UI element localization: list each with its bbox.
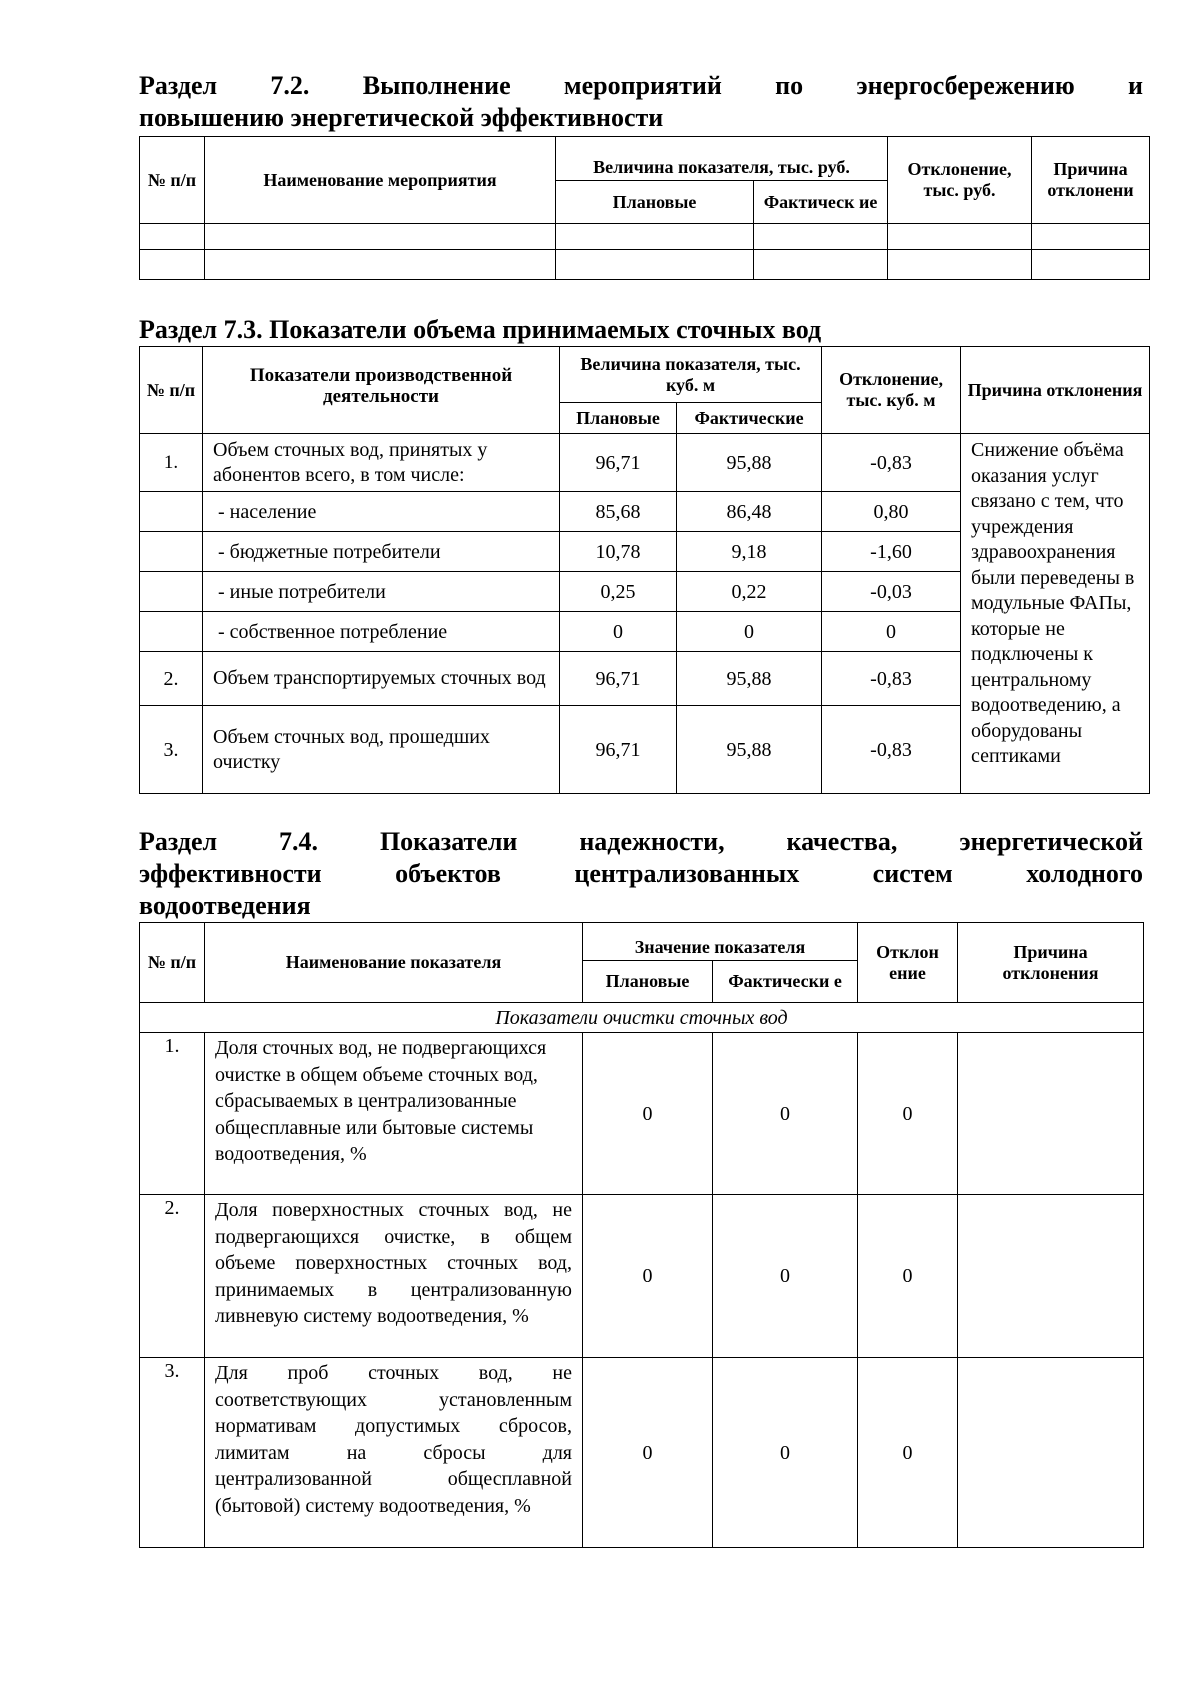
row-plan: 96,71	[560, 706, 677, 794]
row-plan: 0	[583, 1358, 713, 1548]
table-row	[140, 1033, 1144, 1195]
section-7-3-title: Раздел 7.3. Показатели объема принимаемых сточных вод	[139, 315, 822, 344]
col-header-fact: Фактические	[677, 403, 822, 434]
section-7-2-title-line1: Раздел 7.2. Выполнение мероприятий по энергосбережению и	[139, 71, 1143, 100]
group-row	[140, 1003, 1144, 1033]
table-7-3	[139, 346, 1150, 794]
col-header-num: № п/п	[140, 347, 203, 434]
col-header-value: Величина показателя, тыс. руб.	[556, 137, 888, 181]
table-row	[140, 434, 1150, 492]
reason-text: Снижение объёма оказания услуг связано с тем, что учреждения здравоохранения были переведены в модульные ФАПы, которые не подключены к центральному водоотведению, а оборудованы септиками	[961, 434, 1150, 794]
row-plan: 0,25	[560, 572, 677, 612]
section-7-2-title-line2: повышению энергетической эффективности	[139, 103, 664, 132]
row-fact: 0	[713, 1033, 858, 1195]
row-deviation: -0,03	[822, 572, 961, 612]
col-header-reason: Причина отклонени	[1032, 137, 1150, 224]
section-7-4-title-line1: Раздел 7.4. Показатели надежности, качества, энергетической	[139, 827, 1143, 856]
group-label: Показатели очистки сточных вод	[140, 1003, 1144, 1033]
table-row	[140, 1195, 1144, 1358]
row-fact: 0	[713, 1195, 858, 1358]
row-name: Объем сточных вод, принятых у абонентов всего, в том числе:	[203, 434, 560, 492]
section-7-2-title	[139, 70, 1143, 134]
row-deviation: 0	[858, 1358, 958, 1548]
col-header-value: Величина показателя, тыс. куб. м	[560, 347, 822, 403]
col-header-deviation: Отклонение, тыс. руб.	[888, 137, 1032, 224]
table-7-2	[139, 136, 1150, 280]
row-num: 3.	[140, 1358, 205, 1548]
section-7-4-title-line3: водоотведения	[139, 891, 311, 920]
row-name: - население	[203, 492, 560, 532]
row-fact: 95,88	[677, 652, 822, 706]
col-header-plan: Плановые	[556, 181, 754, 224]
row-deviation: 0,80	[822, 492, 961, 532]
col-header-num: № п/п	[140, 137, 205, 224]
col-header-deviation: Отклон ение	[858, 923, 958, 1003]
row-plan: 0	[560, 612, 677, 652]
row-fact: 0	[677, 612, 822, 652]
table-row	[140, 250, 1150, 280]
section-7-4-title-line2: эффективности объектов централизованных систем холодного	[139, 859, 1143, 888]
row-name: - собственное потребление	[203, 612, 560, 652]
row-deviation: -0,83	[822, 434, 961, 492]
row-name: - бюджетные потребители	[203, 532, 560, 572]
row-deviation: -0,83	[822, 706, 961, 794]
row-deviation: 0	[858, 1195, 958, 1358]
table-row	[140, 224, 1150, 250]
row-plan: 10,78	[560, 532, 677, 572]
row-reason	[958, 1033, 1144, 1195]
col-header-num: № п/п	[140, 923, 205, 1003]
row-deviation: -1,60	[822, 532, 961, 572]
row-fact: 95,88	[677, 434, 822, 492]
row-name: Доля поверхностных сточных вод, не подвергающихся очистке, в общем объеме поверхностных сточных вод, принимаемых в централизованную ливневую систему водоотведения, %	[205, 1195, 583, 1358]
col-header-plan: Плановые	[583, 961, 713, 1003]
col-header-reason: Причина отклонения	[958, 923, 1144, 1003]
row-plan: 96,71	[560, 652, 677, 706]
row-reason	[958, 1195, 1144, 1358]
col-header-name: Наименование мероприятия	[205, 137, 556, 224]
row-fact: 86,48	[677, 492, 822, 532]
document-page	[139, 70, 1143, 1548]
row-name: Объем транспортируемых сточных вод	[203, 652, 560, 706]
row-num: 2.	[140, 1195, 205, 1358]
row-name: Доля сточных вод, не подвергающихся очистке в общем объеме сточных вод, сбрасываемых в централизованные общесплавные или бытовые системы водоотведения, %	[205, 1033, 583, 1195]
row-deviation: -0,83	[822, 652, 961, 706]
row-fact: 0	[713, 1358, 858, 1548]
row-num: 1.	[140, 434, 203, 492]
row-fact: 9,18	[677, 532, 822, 572]
row-num: 1.	[140, 1033, 205, 1195]
table-row	[140, 1358, 1144, 1548]
row-num: 3.	[140, 706, 203, 794]
row-fact: 95,88	[677, 706, 822, 794]
col-header-fact: Фактически е	[713, 961, 858, 1003]
row-deviation: 0	[822, 612, 961, 652]
row-plan: 0	[583, 1195, 713, 1358]
row-name: Для проб сточных вод, не соответствующих установленным нормативам допустимых сбросов, лимитам на сбросы для централизованной общесплавной (бытовой) систему водоотведения, %	[205, 1358, 583, 1548]
table-7-4	[139, 922, 1144, 1548]
row-deviation: 0	[858, 1033, 958, 1195]
col-header-name: Наименование показателя	[205, 923, 583, 1003]
row-plan: 96,71	[560, 434, 677, 492]
col-header-name: Показатели производственной деятельности	[203, 347, 560, 434]
col-header-value: Значение показателя	[583, 923, 858, 961]
row-fact: 0,22	[677, 572, 822, 612]
section-7-4-title	[139, 826, 1143, 922]
row-reason	[958, 1358, 1144, 1548]
col-header-reason: Причина отклонения	[961, 347, 1150, 434]
row-plan: 0	[583, 1033, 713, 1195]
row-name: - иные потребители	[203, 572, 560, 612]
row-plan: 85,68	[560, 492, 677, 532]
col-header-deviation: Отклонение, тыс. куб. м	[822, 347, 961, 434]
col-header-plan: Плановые	[560, 403, 677, 434]
col-header-fact: Фактическ ие	[754, 181, 888, 224]
row-num: 2.	[140, 652, 203, 706]
row-name: Объем сточных вод, прошедших очистку	[203, 706, 560, 794]
